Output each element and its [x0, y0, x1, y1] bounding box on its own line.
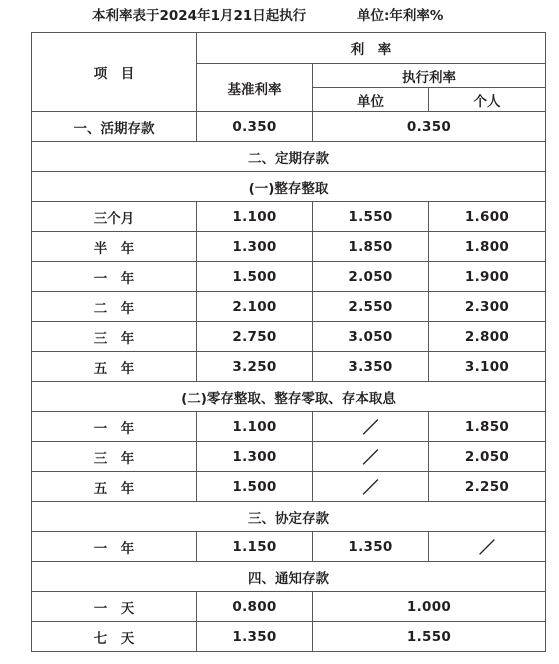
table-row — [32, 622, 546, 652]
table-row — [32, 532, 546, 562]
header-personal: 个人 — [429, 88, 546, 112]
header-unit: 单位 — [313, 88, 429, 112]
cell-unit-rate: 2.050 — [313, 262, 429, 292]
cell-personal-rate: 1.850 — [429, 412, 546, 442]
cell-unit-rate: 1.550 — [313, 202, 429, 232]
cell-exec-rate: 0.350 — [313, 112, 546, 142]
cell-term: 三 年 — [32, 442, 197, 472]
cell-base-rate: 0.350 — [197, 112, 313, 142]
cell-term: 五 年 — [32, 352, 197, 382]
table-row — [32, 202, 546, 232]
cell-term: 一 天 — [32, 592, 197, 622]
cell-base-rate: 0.800 — [197, 592, 313, 622]
cell-base-rate: 1.300 — [197, 232, 313, 262]
cell-term: 一 年 — [32, 262, 197, 292]
header-item: 项 目 — [32, 33, 197, 112]
header-rate: 利 率 — [197, 33, 546, 64]
cell-exec-rate: 1.000 — [313, 592, 546, 622]
row-label-demand: 一、活期存款 — [32, 112, 197, 142]
table-row — [32, 352, 546, 382]
header-exec-rate: 执行利率 — [313, 64, 546, 88]
table-row — [32, 412, 546, 442]
cell-term: 一 年 — [32, 532, 197, 562]
table-row — [32, 382, 546, 412]
cell-personal-rate: 3.100 — [429, 352, 546, 382]
row-label-installment: (二)零存整取、整存零取、存本取息 — [32, 382, 546, 412]
cell-personal-rate-na: ／ — [429, 532, 546, 562]
interest-rate-table — [31, 32, 546, 652]
table-row — [32, 502, 546, 532]
header-base-rate: 基准利率 — [197, 64, 313, 112]
cell-unit-rate: 1.350 — [313, 532, 429, 562]
table-row — [32, 142, 546, 172]
table-row — [32, 262, 546, 292]
cell-unit-rate: 3.350 — [313, 352, 429, 382]
cell-exec-rate: 1.550 — [313, 622, 546, 652]
cell-base-rate: 2.750 — [197, 322, 313, 352]
table-row — [32, 292, 546, 322]
cell-personal-rate: 2.050 — [429, 442, 546, 472]
table-row — [32, 592, 546, 622]
cell-term: 七 天 — [32, 622, 197, 652]
table-row — [32, 322, 546, 352]
cell-unit-rate: 2.550 — [313, 292, 429, 322]
table-row — [32, 442, 546, 472]
cell-unit-rate-na: ／ — [313, 472, 429, 502]
cell-term: 三 年 — [32, 322, 197, 352]
cell-base-rate: 1.500 — [197, 472, 313, 502]
cell-base-rate: 1.100 — [197, 412, 313, 442]
table-row — [32, 472, 546, 502]
row-label-time-deposit: 二、定期存款 — [32, 142, 546, 172]
cell-term: 二 年 — [32, 292, 197, 322]
table-row — [32, 562, 546, 592]
cell-personal-rate: 2.800 — [429, 322, 546, 352]
cell-base-rate: 1.500 — [197, 262, 313, 292]
cell-unit-rate-na: ／ — [313, 412, 429, 442]
cell-term: 半 年 — [32, 232, 197, 262]
cell-personal-rate: 1.600 — [429, 202, 546, 232]
cell-base-rate: 1.100 — [197, 202, 313, 232]
cell-unit-rate: 1.850 — [313, 232, 429, 262]
caption-title: 本利率表于2024年1月21日起执行 — [92, 8, 307, 24]
cell-personal-rate: 2.300 — [429, 292, 546, 322]
row-label-lump-sum: (一)整存整取 — [32, 172, 546, 202]
cell-base-rate: 2.100 — [197, 292, 313, 322]
cell-unit-rate-na: ／ — [313, 442, 429, 472]
cell-base-rate: 3.250 — [197, 352, 313, 382]
cell-term: 五 年 — [32, 472, 197, 502]
cell-personal-rate: 1.800 — [429, 232, 546, 262]
cell-personal-rate: 1.900 — [429, 262, 546, 292]
cell-unit-rate: 3.050 — [313, 322, 429, 352]
cell-base-rate: 1.350 — [197, 622, 313, 652]
cell-base-rate: 1.150 — [197, 532, 313, 562]
cell-term: 一 年 — [32, 412, 197, 442]
row-label-notice: 四、通知存款 — [32, 562, 546, 592]
table-row — [32, 232, 546, 262]
cell-personal-rate: 2.250 — [429, 472, 546, 502]
cell-base-rate: 1.300 — [197, 442, 313, 472]
header-row-1 — [32, 33, 546, 64]
row-label-agreement: 三、协定存款 — [32, 502, 546, 532]
cell-term: 三个月 — [32, 202, 197, 232]
table-row — [32, 172, 546, 202]
caption-unit: 单位:年利率% — [357, 8, 444, 24]
table-row — [32, 112, 546, 142]
